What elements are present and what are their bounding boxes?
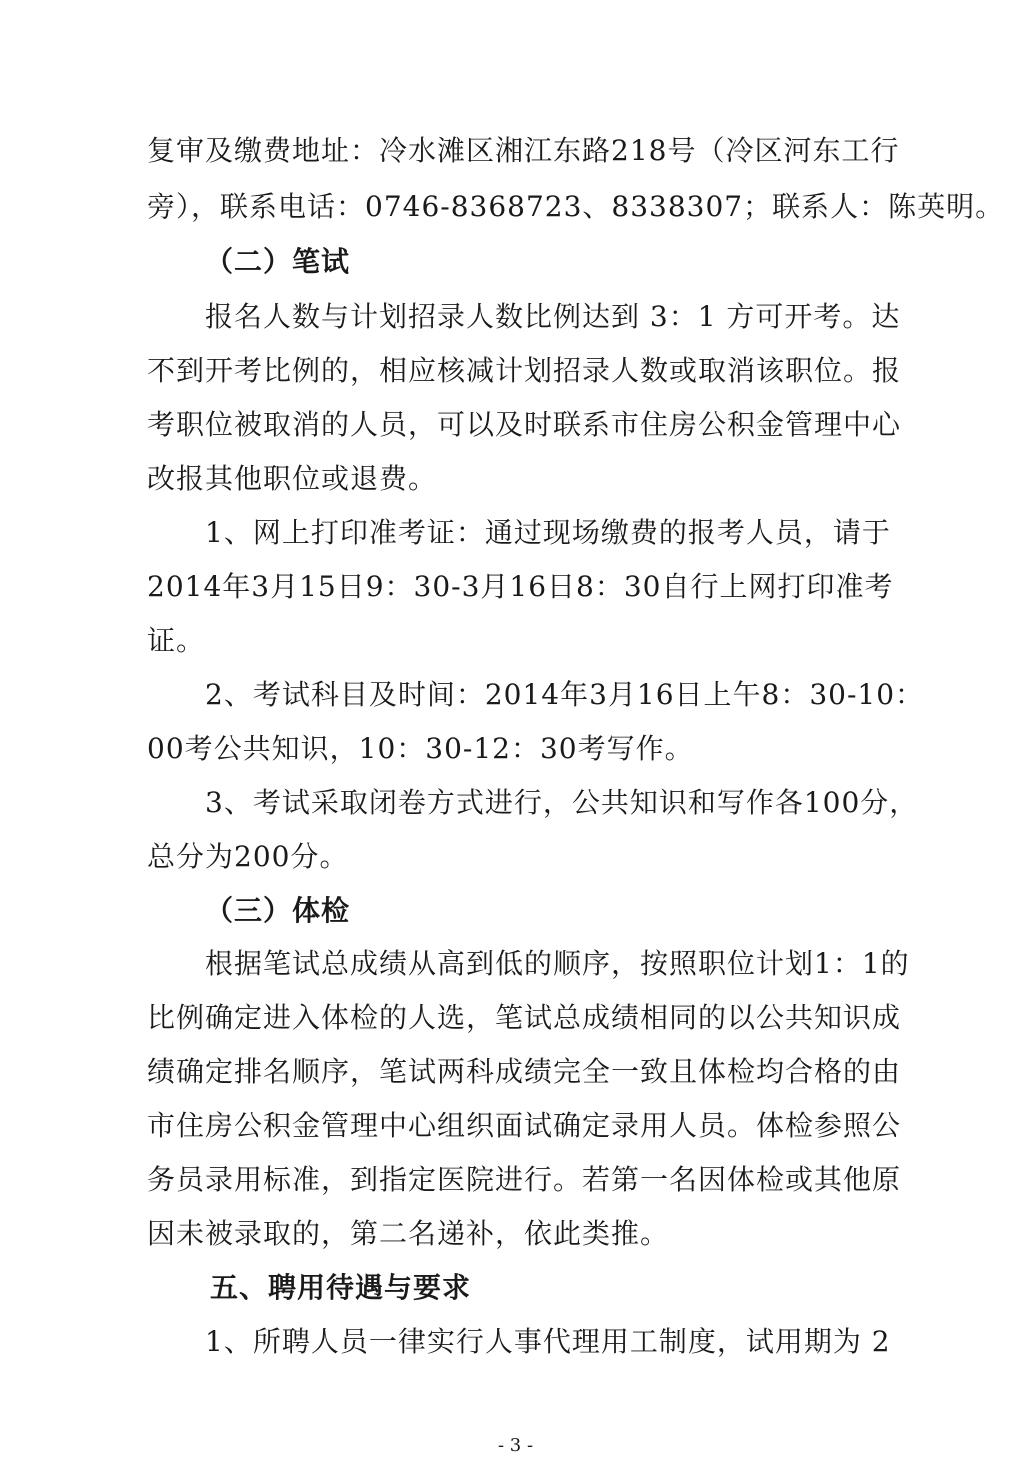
text-line: 1、网上打印准考证：通过现场缴费的报考人员，请于 <box>205 516 891 549</box>
text-line: 2014年3月15日9：30-3月16日8：30自行上网打印准考 <box>147 570 894 603</box>
text-line: 2、考试科目及时间：2014年3月16日上午8：30-10： <box>205 678 925 711</box>
text-line: 旁），联系电话：0746-8368723、8338307；联系人：陈英明。 <box>147 190 1005 223</box>
chapter-heading: 五、聘用待遇与要求 <box>210 1271 472 1304</box>
text-line: 报名人数与计划招录人数比例达到 3：1 方可开考。达 <box>205 300 901 333</box>
section-heading: （二）笔试 <box>205 245 351 278</box>
section-heading: （三）体检 <box>205 894 351 927</box>
text-line: 比例确定进入体检的人选，笔试总成绩相同的以公共知识成 <box>147 1001 902 1034</box>
text-line: 总分为200分。 <box>147 840 349 873</box>
text-line: 市住房公积金管理中心组织面试确定录用人员。体检参照公 <box>147 1109 902 1142</box>
text-line: 1、所聘人员一律实行人事代理用工制度，试用期为 2 <box>205 1325 891 1358</box>
text-line: 考职位被取消的人员，可以及时联系市住房公积金管理中心 <box>147 408 902 441</box>
text-line: 00考公共知识，10：30-12：30考写作。 <box>147 732 694 765</box>
text-line: 因未被录取的，第二名递补，依此类推。 <box>147 1217 670 1250</box>
text-line: 根据笔试总成绩从高到低的顺序，按照职位计划1：1的 <box>205 947 910 980</box>
text-line: 复审及缴费地址：冷水滩区湘江东路218号（冷区河东工行 <box>147 134 900 167</box>
text-line: 改报其他职位或退费。 <box>147 462 438 495</box>
text-line: 务员录用标准，到指定医院进行。若第一名因体检或其他原 <box>147 1163 902 1196</box>
page-number: - 3 - <box>497 1435 534 1456</box>
text-line: 3、考试采取闭卷方式进行，公共知识和写作各100分， <box>205 786 919 819</box>
text-line: 不到开考比例的，相应核减计划招录人数或取消该职位。报 <box>147 354 902 387</box>
text-line: 绩确定排名顺序，笔试两科成绩完全一致且体检均合格的由 <box>147 1055 902 1088</box>
text-line: 证。 <box>147 624 206 657</box>
